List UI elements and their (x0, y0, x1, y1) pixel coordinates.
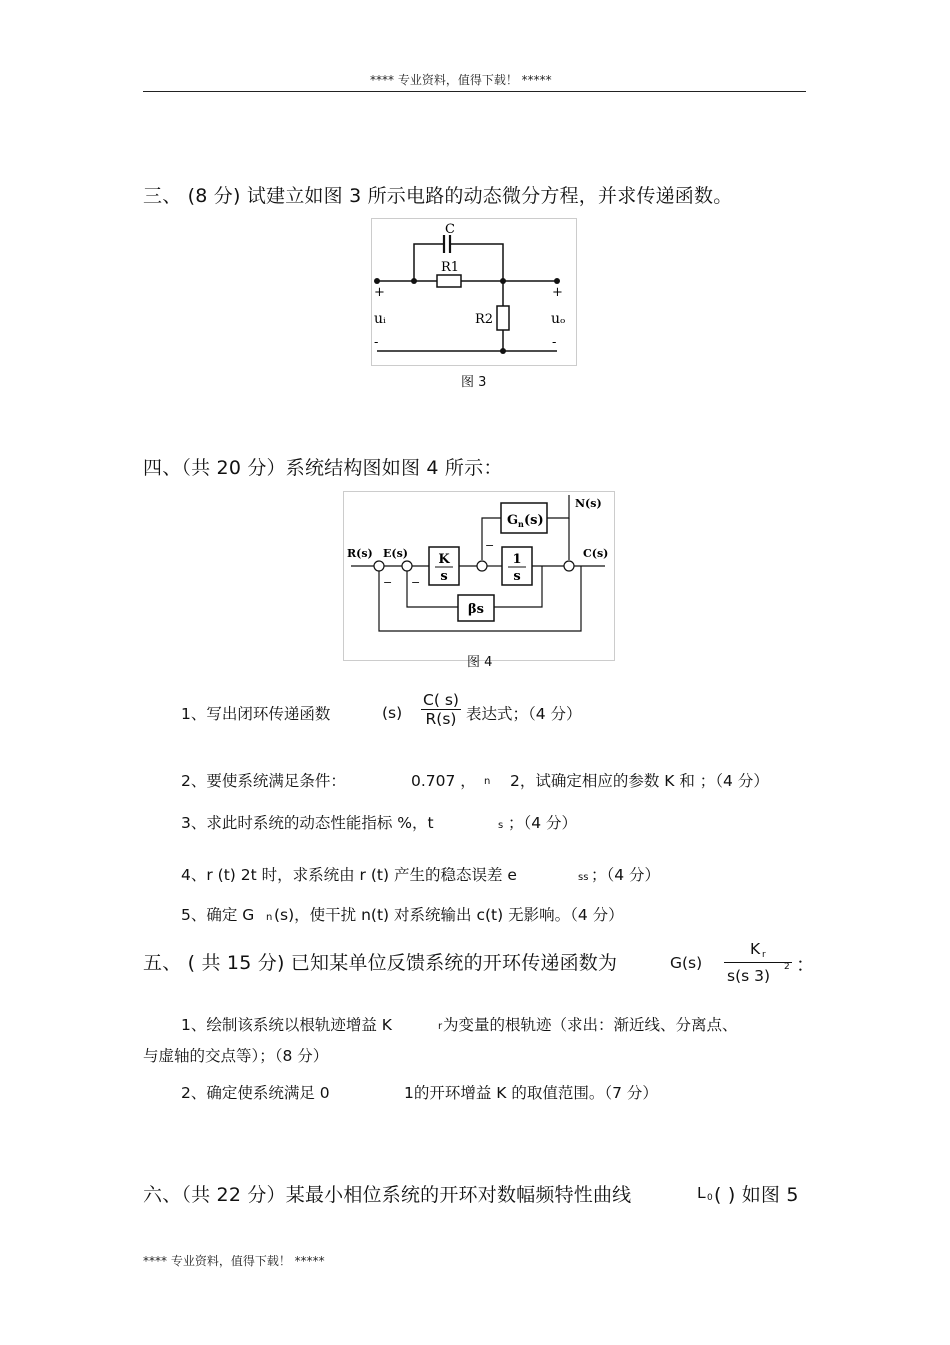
minus-gn: − (485, 539, 495, 552)
q6-l-sub: 0 (707, 1193, 713, 1203)
q4-item-2-n-sub: n (484, 776, 491, 787)
q4-item-5-suffix: (s)，使干扰 n(t) 对系统输出 c(t) 无影响。（4 分） (274, 906, 624, 924)
q4-item-2-prefix: 2、要使系统满足条件： (181, 772, 346, 790)
q4-item-2-suffix: 2，试确定相应的参数 K 和 ；（4 分） (510, 772, 769, 790)
fraction-numerator: C( s) (423, 691, 459, 709)
label-minus-out: - (552, 335, 557, 350)
figure-4-caption: 图 4 (467, 655, 493, 670)
gn-tail: (s) (524, 513, 544, 528)
circuit-figure-3 (371, 218, 577, 366)
q5-item-1-line-1-suffix: 为变量的根轨迹（求出：渐近线、分离点、 (443, 1016, 738, 1034)
question-4-title: 四、（共 20 分）系统结构图如图 4 所示： (143, 457, 503, 479)
q4-item-1-phi: (s) (382, 704, 403, 722)
q4-item-4-text: 4、r (t) 2t 时，求系统由 r (t) 产生的稳态误差 e (181, 866, 517, 884)
n-label: N(s) (575, 497, 602, 510)
label-minus-in: - (374, 335, 379, 350)
fraction-denominator: R(s) (425, 710, 457, 728)
q4-item-1-prefix: 1、写出闭环传递函数 (181, 705, 331, 723)
q6-l-tail: ( ) 如图 5 (714, 1184, 799, 1206)
q5-item-2-suffix: 1的开环增益 K 的取值范围。（7 分） (404, 1084, 658, 1102)
q4-item-1-fraction (421, 691, 461, 728)
figure-3-caption: 图 3 (461, 375, 487, 390)
label-r1: R1 (440, 260, 460, 275)
header-rule (143, 91, 806, 92)
k-label: K (438, 552, 450, 567)
q5-denominator-sup: 2 (784, 962, 790, 972)
question-3-title: 三、 (8 分) 试建立如图 3 所示电路的动态微分方程，并求传递函数。 (143, 185, 733, 207)
label-ui: uᵢ (374, 311, 386, 327)
q4-item-3-suffix: ；（4 分） (508, 814, 578, 832)
q4-item-2-zeta: 0.707 ， (411, 772, 476, 790)
q4-item-1-suffix: 表达式；（4 分） (466, 705, 582, 723)
r-label: R(s) (347, 547, 373, 560)
label-plus-in: + (374, 285, 385, 300)
block-diagram-figure-4 (343, 491, 615, 661)
label-r2: R2 (475, 312, 494, 327)
page-footer: **** 专业资料，值得下载！ ***** (143, 1254, 325, 1268)
q5-item-2-prefix: 2、确定使系统满足 0 (181, 1084, 330, 1102)
q5-item-1-line-2: 与虚轴的交点等）；（8 分） (143, 1047, 329, 1065)
q4-item-5-prefix: 5、确定 G (181, 906, 255, 924)
beta-s-label: βs (468, 602, 484, 617)
q5-colon: ： (796, 954, 816, 976)
page-header: **** 专业资料，值得下载！ ***** (370, 73, 552, 87)
gn-label: G (507, 513, 519, 528)
minus-beta: − (411, 576, 421, 589)
q5-numerator: K (750, 940, 761, 958)
label-c: C (445, 222, 455, 237)
e-label: E(s) (383, 547, 408, 560)
int-num: 1 (512, 552, 522, 567)
q4-item-4-sub: ss (578, 872, 589, 883)
minus-unity: − (383, 576, 393, 589)
q4-item-4-suffix: ；（4 分） (591, 866, 661, 884)
label-uo: uₒ (551, 311, 566, 327)
label-plus-out: + (552, 285, 563, 300)
q5-g-of-s: G(s) (670, 954, 703, 972)
q5-item-1-sub: r (438, 1021, 443, 1032)
c-label: C(s) (583, 547, 609, 560)
gn-sub: n (518, 519, 524, 529)
q5-item-1-line-1-prefix: 1、绘制该系统以根轨迹增益 K (181, 1016, 392, 1034)
question-6-title: 六、（共 22 分）某最小相位系统的开环对数幅频特性曲线 (143, 1184, 632, 1206)
q5-fraction-bar (724, 962, 792, 963)
int-den-s: s (513, 569, 521, 584)
question-5-title: 五、 ( 共 15 分) 已知某单位反馈系统的开环传递函数为 (143, 952, 618, 974)
q4-item-3-sub: s (498, 820, 504, 831)
q5-denominator: s(s 3) (727, 967, 771, 985)
q5-numerator-sub: r (762, 950, 766, 960)
q4-item-5-sub: n (266, 912, 273, 923)
k-den-s: s (440, 569, 448, 584)
q4-item-3-text: 3、求此时系统的动态性能指标 %，t (181, 814, 434, 832)
q6-l: L (697, 1184, 706, 1202)
